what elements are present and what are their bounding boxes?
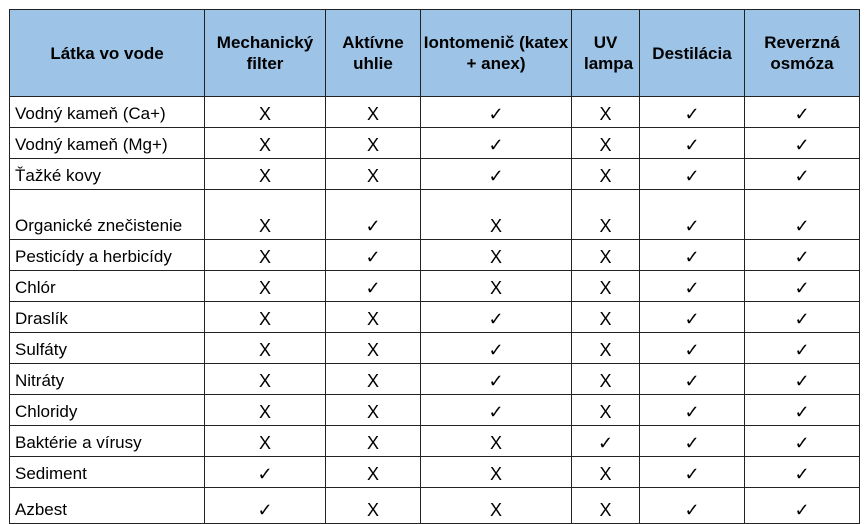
method-result-cell xyxy=(640,128,745,159)
result-mark: ✓ xyxy=(794,402,810,422)
method-result-cell xyxy=(572,302,640,333)
substance-name-cell: Chlór xyxy=(10,271,205,302)
method-result-cell xyxy=(745,128,860,159)
method-result-cell xyxy=(572,364,640,395)
method-result-cell xyxy=(572,190,640,240)
table-row xyxy=(10,457,860,488)
method-result-cell xyxy=(326,457,421,488)
method-result-cell xyxy=(326,190,421,240)
method-result-cell xyxy=(572,159,640,190)
result-mark: X xyxy=(599,402,612,422)
substance-name-cell: Vodný kameň (Mg+) xyxy=(10,128,205,159)
method-result-cell xyxy=(640,457,745,488)
method-result-cell xyxy=(205,190,326,240)
header-row xyxy=(10,10,860,97)
method-result-cell xyxy=(745,302,860,333)
method-result-cell xyxy=(640,333,745,364)
result-mark: X xyxy=(366,104,379,124)
substance-name-cell: Draslík xyxy=(10,302,205,333)
method-result-cell xyxy=(572,128,640,159)
method-result-cell xyxy=(421,271,572,302)
result-mark: ✓ xyxy=(684,433,700,453)
method-result-cell xyxy=(205,488,326,524)
method-result-cell xyxy=(205,333,326,364)
substance-name-cell: Sulfáty xyxy=(10,333,205,364)
method-result-cell xyxy=(572,488,640,524)
header-mechanical-filter: Mechanický filter xyxy=(205,10,326,97)
result-mark: ✓ xyxy=(488,166,504,186)
result-mark: X xyxy=(599,464,612,484)
result-mark: X xyxy=(489,433,502,453)
result-mark: ✓ xyxy=(488,104,504,124)
method-result-cell xyxy=(205,97,326,128)
result-mark: ✓ xyxy=(794,104,810,124)
method-result-cell xyxy=(421,190,572,240)
method-result-cell xyxy=(421,364,572,395)
method-result-cell xyxy=(205,426,326,457)
result-mark: ✓ xyxy=(684,371,700,391)
result-mark: X xyxy=(258,371,271,391)
method-result-cell xyxy=(326,159,421,190)
method-result-cell xyxy=(572,457,640,488)
result-mark: X xyxy=(258,135,271,155)
result-mark: ✓ xyxy=(684,135,700,155)
result-mark: ✓ xyxy=(684,247,700,267)
result-mark: X xyxy=(599,340,612,360)
result-mark: X xyxy=(258,104,271,124)
result-mark: X xyxy=(489,247,502,267)
substance-name-cell: Azbest xyxy=(10,488,205,524)
header-activated-carbon: Aktívne uhlie xyxy=(326,10,421,97)
method-result-cell xyxy=(745,159,860,190)
result-mark: X xyxy=(258,433,271,453)
method-result-cell xyxy=(640,426,745,457)
header-distillation: Destilácia xyxy=(640,10,745,97)
result-mark: X xyxy=(366,464,379,484)
result-mark: X xyxy=(599,278,612,298)
substance-name-cell: Organické znečistenie xyxy=(10,190,205,240)
method-result-cell xyxy=(326,302,421,333)
substance-name-cell: Sediment xyxy=(10,457,205,488)
method-result-cell xyxy=(205,159,326,190)
substance-name-cell: Ťažké kovy xyxy=(10,159,205,190)
result-mark: ✓ xyxy=(597,433,614,453)
result-mark: X xyxy=(599,371,612,391)
result-mark: X xyxy=(366,309,379,329)
result-mark: X xyxy=(599,166,612,186)
result-mark: ✓ xyxy=(794,464,810,484)
method-result-cell xyxy=(572,240,640,271)
method-result-cell xyxy=(205,457,326,488)
method-result-cell xyxy=(640,488,745,524)
method-result-cell xyxy=(205,271,326,302)
method-result-cell xyxy=(205,128,326,159)
header-reverse-osmosis: Reverzná osmóza xyxy=(745,10,860,97)
result-mark: X xyxy=(258,278,271,298)
result-mark: ✓ xyxy=(684,464,700,484)
table-row xyxy=(10,97,860,128)
method-result-cell xyxy=(745,395,860,426)
result-mark: ✓ xyxy=(684,278,700,298)
method-result-cell xyxy=(745,240,860,271)
method-result-cell xyxy=(421,128,572,159)
method-result-cell xyxy=(572,395,640,426)
result-mark: ✓ xyxy=(684,309,700,329)
method-result-cell xyxy=(326,426,421,457)
substance-name-cell: Nitráty xyxy=(10,364,205,395)
substance-name-cell: Baktérie a vírusy xyxy=(10,426,205,457)
result-mark: X xyxy=(599,104,612,124)
result-mark: ✓ xyxy=(488,135,504,155)
result-mark: X xyxy=(258,309,271,329)
method-result-cell xyxy=(745,364,860,395)
method-result-cell xyxy=(640,364,745,395)
method-result-cell xyxy=(326,271,421,302)
result-mark: ✓ xyxy=(257,464,273,484)
method-result-cell xyxy=(745,97,860,128)
method-result-cell xyxy=(421,488,572,524)
method-result-cell xyxy=(205,364,326,395)
result-mark: ✓ xyxy=(794,247,810,267)
method-result-cell xyxy=(205,395,326,426)
method-result-cell xyxy=(326,364,421,395)
result-mark: X xyxy=(599,500,612,520)
method-result-cell xyxy=(640,240,745,271)
result-mark: X xyxy=(258,166,271,186)
table-row xyxy=(10,364,860,395)
result-mark: X xyxy=(489,278,502,298)
result-mark: X xyxy=(258,340,271,360)
method-result-cell xyxy=(745,488,860,524)
method-result-cell xyxy=(745,190,860,240)
result-mark: ✓ xyxy=(684,166,700,186)
result-mark: ✓ xyxy=(488,371,504,391)
method-result-cell xyxy=(745,333,860,364)
method-result-cell xyxy=(572,333,640,364)
method-result-cell xyxy=(572,426,640,457)
result-mark: X xyxy=(599,247,612,267)
result-mark: ✓ xyxy=(794,340,810,360)
result-mark: ✓ xyxy=(794,309,810,329)
result-mark: ✓ xyxy=(794,500,810,520)
method-result-cell xyxy=(640,395,745,426)
result-mark: X xyxy=(366,371,379,391)
substance-name-cell: Vodný kameň (Ca+) xyxy=(10,97,205,128)
result-mark: ✓ xyxy=(488,340,504,360)
result-mark: X xyxy=(599,216,612,236)
table-row xyxy=(10,333,860,364)
method-result-cell xyxy=(640,271,745,302)
result-mark: ✓ xyxy=(365,278,381,298)
result-mark: ✓ xyxy=(365,247,381,267)
table-row xyxy=(10,190,860,240)
result-mark: X xyxy=(366,135,379,155)
method-result-cell xyxy=(421,159,572,190)
result-mark: X xyxy=(366,340,379,360)
result-mark: X xyxy=(599,135,612,155)
method-result-cell xyxy=(326,128,421,159)
result-mark: ✓ xyxy=(488,402,504,422)
table-row xyxy=(10,395,860,426)
method-result-cell xyxy=(421,395,572,426)
result-mark: ✓ xyxy=(684,402,700,422)
result-mark: ✓ xyxy=(365,216,381,236)
method-result-cell xyxy=(421,426,572,457)
result-mark: ✓ xyxy=(684,500,700,520)
result-mark: X xyxy=(258,247,271,267)
method-result-cell xyxy=(640,190,745,240)
method-result-cell xyxy=(421,97,572,128)
result-mark: ✓ xyxy=(794,166,810,186)
method-result-cell xyxy=(205,240,326,271)
result-mark: X xyxy=(489,464,502,484)
method-result-cell xyxy=(421,333,572,364)
result-mark: ✓ xyxy=(488,309,504,329)
result-mark: X xyxy=(258,216,271,236)
method-result-cell xyxy=(421,457,572,488)
result-mark: X xyxy=(366,433,379,453)
table-row xyxy=(10,488,860,524)
method-result-cell xyxy=(205,302,326,333)
result-mark: X xyxy=(489,216,502,236)
method-result-cell xyxy=(640,302,745,333)
result-mark: X xyxy=(366,166,379,186)
result-mark: X xyxy=(366,500,379,520)
method-result-cell xyxy=(745,457,860,488)
method-result-cell xyxy=(326,488,421,524)
table-row xyxy=(10,426,860,457)
table-row xyxy=(10,159,860,190)
method-result-cell xyxy=(745,271,860,302)
header-ion-exchanger: Iontomenič (katex + anex) xyxy=(421,10,572,97)
result-mark: X xyxy=(599,309,612,329)
substance-name-cell: Chloridy xyxy=(10,395,205,426)
result-mark: X xyxy=(258,402,271,422)
result-mark: X xyxy=(489,500,502,520)
table-body xyxy=(10,97,860,524)
method-result-cell xyxy=(326,395,421,426)
filtration-comparison-table xyxy=(9,9,860,524)
method-result-cell xyxy=(421,240,572,271)
result-mark: ✓ xyxy=(684,104,700,124)
table-row xyxy=(10,240,860,271)
method-result-cell xyxy=(326,333,421,364)
result-mark: X xyxy=(366,402,379,422)
header-substance: Látka vo vode xyxy=(10,10,205,97)
method-result-cell xyxy=(326,97,421,128)
method-result-cell xyxy=(640,159,745,190)
table-row xyxy=(10,271,860,302)
method-result-cell xyxy=(640,97,745,128)
method-result-cell xyxy=(572,271,640,302)
result-mark: ✓ xyxy=(794,216,810,236)
method-result-cell xyxy=(572,97,640,128)
method-result-cell xyxy=(745,426,860,457)
table-row xyxy=(10,302,860,333)
substance-name-cell: Pesticídy a herbicídy xyxy=(10,240,205,271)
result-mark: ✓ xyxy=(257,500,273,520)
result-mark: ✓ xyxy=(794,278,810,298)
result-mark: ✓ xyxy=(794,135,810,155)
result-mark: ✓ xyxy=(684,340,700,360)
method-result-cell xyxy=(421,302,572,333)
result-mark: ✓ xyxy=(794,433,810,453)
header-uv-lamp: UV lampa xyxy=(572,10,640,97)
result-mark: ✓ xyxy=(684,216,700,236)
table-row xyxy=(10,128,860,159)
method-result-cell xyxy=(326,240,421,271)
result-mark: ✓ xyxy=(794,371,810,391)
